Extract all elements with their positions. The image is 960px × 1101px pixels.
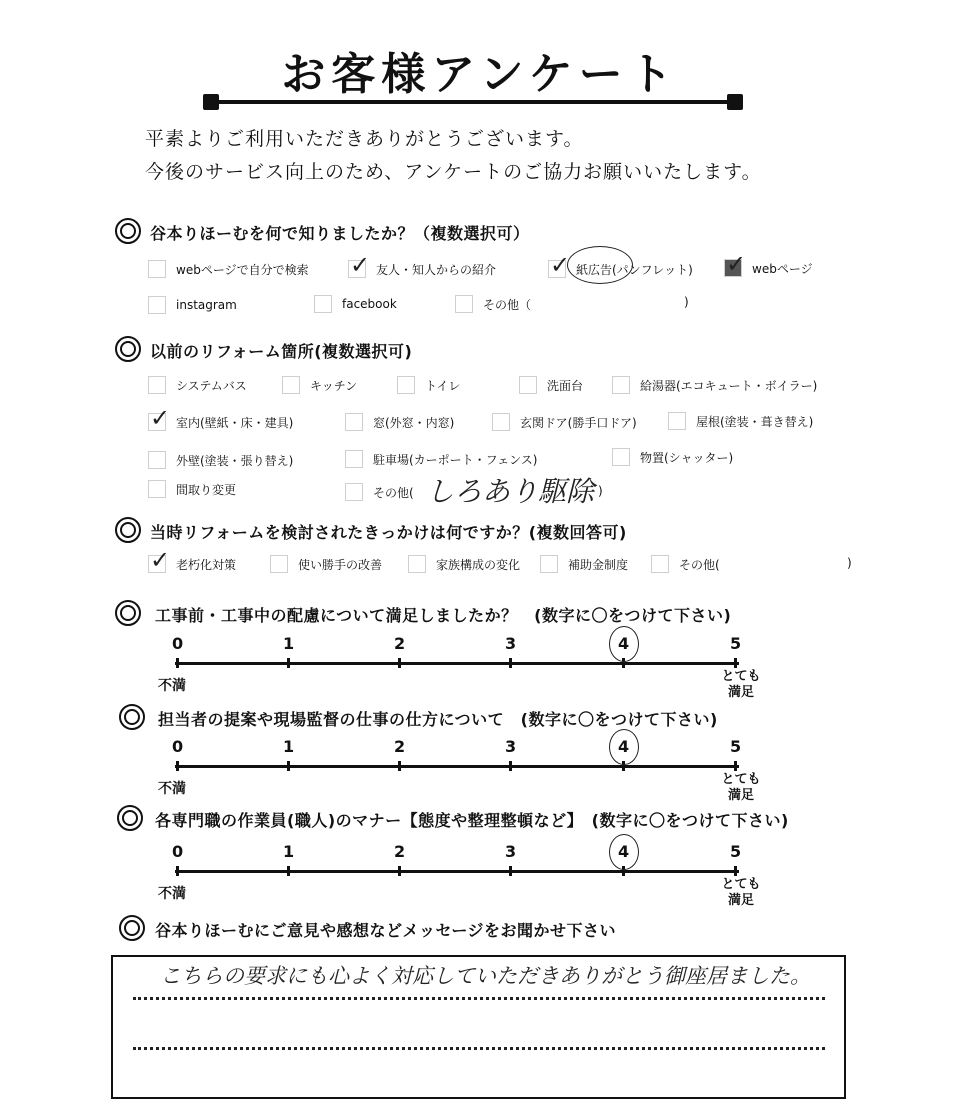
scale-tick	[734, 866, 737, 876]
scale-tick	[176, 658, 179, 668]
q2-option[interactable]: 外壁(塗装・張り替え)	[148, 451, 293, 469]
q1-option[interactable]: その他（	[455, 295, 531, 313]
scale-number-2[interactable]: 2	[394, 634, 406, 653]
q3-option[interactable]: 使い勝手の改善	[270, 555, 382, 573]
scale-number-1[interactable]: 1	[283, 634, 295, 653]
handwritten-circle	[567, 246, 633, 284]
scale-low-label: 不満	[158, 886, 186, 902]
q2-option[interactable]: トイレ	[397, 376, 460, 394]
checkbox[interactable]	[612, 448, 630, 466]
scale-high-label-1: とても	[721, 669, 761, 684]
checkbox[interactable]	[668, 412, 686, 430]
checkbox[interactable]	[612, 376, 630, 394]
q2-option[interactable]: その他(	[345, 483, 414, 501]
checkbox-checked[interactable]	[348, 260, 366, 278]
checkbox[interactable]	[148, 260, 166, 278]
scale-number-3[interactable]: 3	[505, 634, 517, 653]
underline-cap-right	[727, 94, 743, 110]
checkbox[interactable]	[148, 451, 166, 469]
double-circle-icon	[119, 915, 145, 941]
checkbox-checked[interactable]	[148, 413, 166, 431]
scale-high-label-2: 満足	[727, 685, 754, 700]
double-circle-icon	[115, 218, 141, 244]
q3-other-close: )	[847, 556, 852, 570]
page-title: お客様アンケート	[281, 49, 679, 100]
checkbox[interactable]	[314, 295, 332, 313]
checkbox-checked[interactable]	[548, 260, 566, 278]
handwritten-other-text: しろあり駆除	[426, 475, 595, 508]
checkbox[interactable]	[455, 295, 473, 313]
scale-number-0[interactable]: 0	[172, 737, 184, 756]
q2-option[interactable]: 間取り変更	[148, 480, 236, 498]
q1-option[interactable]: webページで自分で検索	[148, 260, 309, 278]
scale-low-label: 不満	[158, 781, 186, 797]
q3-option[interactable]: その他(	[651, 555, 720, 573]
scale-tick	[398, 658, 401, 668]
scale-tick	[734, 761, 737, 771]
scale-number-0[interactable]: 0	[172, 634, 184, 653]
checkbox[interactable]	[270, 555, 288, 573]
scale-number-3[interactable]: 3	[505, 842, 517, 861]
q2-option[interactable]: 玄関ドア(勝手口ドア)	[492, 413, 637, 431]
q2-option[interactable]: 給湯器(エコキュート・ボイラー)	[612, 376, 817, 394]
scale-number-2[interactable]: 2	[394, 842, 406, 861]
scale-low-label: 不満	[158, 678, 186, 694]
checkbox[interactable]	[148, 480, 166, 498]
q2-other-close: )	[598, 484, 603, 498]
scale-high-label-1: とても	[721, 877, 761, 892]
checkbox[interactable]	[397, 376, 415, 394]
q2-option[interactable]: キッチン	[282, 376, 357, 394]
scale-tick	[509, 658, 512, 668]
double-circle-icon	[115, 517, 141, 543]
scale-tick	[509, 866, 512, 876]
handwritten-message: こちらの要求にも心よく対応していただきありがとう御座居ました。	[160, 964, 811, 988]
scale-high-label-2: 満足	[727, 788, 754, 803]
scale-line	[175, 662, 739, 665]
selected-rating-circle	[609, 834, 639, 870]
checkbox-checked[interactable]	[724, 259, 742, 277]
scale-tick	[734, 658, 737, 668]
scale-number-5[interactable]: 5	[730, 634, 742, 653]
scale-number-4[interactable]: 4	[618, 737, 630, 756]
q2-option[interactable]: 駐車場(カーポート・フェンス)	[345, 450, 537, 468]
q2-option[interactable]: 洗面台	[519, 376, 583, 394]
checkbox[interactable]	[148, 296, 166, 314]
intro-line-2: 今後のサービス向上のため、アンケートのご協力お願いいたします。	[145, 161, 762, 183]
q4-title: 工事前・工事中の配慮について満足しましたか？ (数字に〇をつけて下さい)	[155, 606, 732, 625]
checkbox[interactable]	[345, 413, 363, 431]
scale-number-5[interactable]: 5	[730, 737, 742, 756]
checkbox[interactable]	[540, 555, 558, 573]
scale-tick	[287, 866, 290, 876]
double-circle-icon	[115, 336, 141, 362]
scale-number-2[interactable]: 2	[394, 737, 406, 756]
q2-option[interactable]: 窓(外窓・内窓)	[345, 413, 454, 431]
checkbox[interactable]	[148, 376, 166, 394]
dotted-line	[133, 1047, 825, 1050]
q2-option[interactable]: システムバス	[148, 376, 247, 394]
scale-tick	[509, 761, 512, 771]
dotted-line	[133, 997, 825, 1000]
scale-number-0[interactable]: 0	[172, 842, 184, 861]
q1-title: 谷本りほーむを何で知りましたか？（複数選択可）	[150, 224, 530, 243]
checkbox-checked[interactable]	[148, 555, 166, 573]
checkbox[interactable]	[492, 413, 510, 431]
double-circle-icon	[119, 704, 145, 730]
double-circle-icon	[117, 805, 143, 831]
double-circle-icon	[115, 600, 141, 626]
q3-option[interactable]: 家族構成の変化	[408, 555, 520, 573]
scale-number-4[interactable]: 4	[618, 634, 630, 653]
scale-tick	[287, 658, 290, 668]
checkbox[interactable]	[282, 376, 300, 394]
q6-title: 各専門職の作業員(職人)のマナー【態度や整理整頓など】 (数字に〇をつけて下さい)	[155, 811, 789, 830]
scale-number-1[interactable]: 1	[283, 737, 295, 756]
q2-option[interactable]: 物置(シャッター)	[612, 448, 733, 466]
checkbox[interactable]	[345, 450, 363, 468]
scale-number-1[interactable]: 1	[283, 842, 295, 861]
q1-option[interactable]: ✓ webページ	[724, 259, 813, 277]
q1-option[interactable]: instagram	[148, 296, 237, 314]
selected-rating-circle	[609, 626, 639, 662]
scale-high-label-1: とても	[721, 772, 761, 787]
q1-other-close: )	[684, 295, 689, 309]
scale-tick	[287, 761, 290, 771]
q3-option[interactable]: 補助金制度	[540, 555, 628, 573]
intro-line-1: 平素よりご利用いただきありがとうございます。	[145, 128, 584, 150]
q1-option[interactable]: ✓ 友人・知人からの紹介	[348, 260, 496, 278]
scale-tick	[398, 866, 401, 876]
scale-number-4[interactable]: 4	[618, 842, 630, 861]
q7-title: 谷本りほーむにご意見や感想などメッセージをお聞かせ下さい	[155, 921, 617, 940]
q2-option[interactable]: 屋根(塗装・葺き替え)	[668, 412, 813, 430]
checkbox[interactable]	[651, 555, 669, 573]
checkbox[interactable]	[519, 376, 537, 394]
scale-tick	[398, 761, 401, 771]
selected-rating-circle	[609, 729, 639, 765]
q3-option[interactable]: ✓ 老朽化対策	[148, 555, 236, 573]
scale-line	[175, 765, 739, 768]
q5-title: 担当者の提案や現場監督の仕事の仕方について (数字に〇をつけて下さい)	[158, 710, 718, 729]
scale-number-5[interactable]: 5	[730, 842, 742, 861]
q3-title: 当時リフォームを検討されたきっかけは何ですか？(複数回答可)	[150, 523, 627, 542]
underline-cap-left	[203, 94, 219, 110]
scale-tick	[176, 866, 179, 876]
q1-option[interactable]: ✓ 紙広告(パンフレット)	[548, 260, 693, 278]
q1-option[interactable]: facebook	[314, 295, 397, 313]
title-underline	[212, 100, 736, 104]
checkbox[interactable]	[408, 555, 426, 573]
scale-number-3[interactable]: 3	[505, 737, 517, 756]
scale-line	[175, 870, 739, 873]
scale-tick	[176, 761, 179, 771]
q2-option[interactable]: ✓ 室内(壁紙・床・建具)	[148, 413, 293, 431]
scale-high-label-2: 満足	[727, 893, 754, 908]
q2-title: 以前のリフォーム箇所(複数選択可)	[150, 342, 413, 361]
checkbox[interactable]	[345, 483, 363, 501]
